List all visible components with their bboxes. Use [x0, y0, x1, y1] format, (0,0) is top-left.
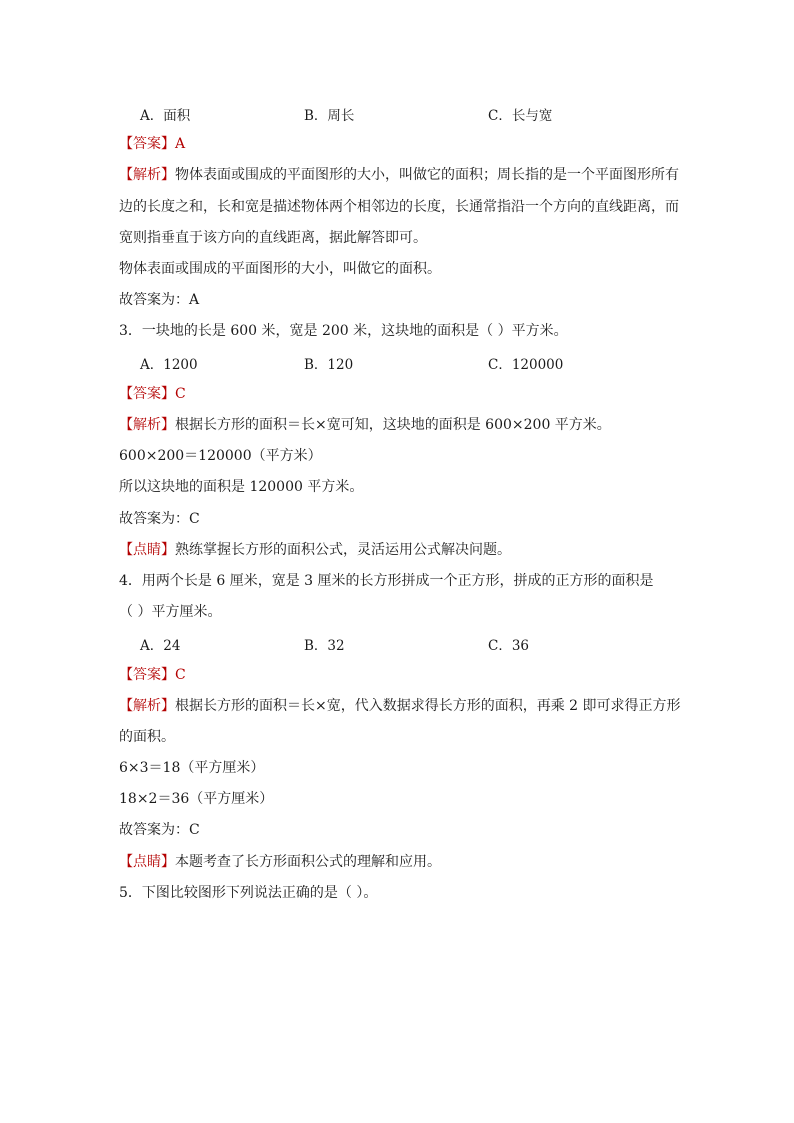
q-prev-analysis-line: 宽则指垂直于该方向的直线距离，据此解答即可。: [119, 230, 427, 246]
q3-analysis-line: [119, 416, 679, 434]
answer-tag: 【答案】: [119, 667, 175, 683]
answer-tag: 【答案】: [119, 386, 175, 402]
q-prev-answer: [119, 135, 679, 153]
option-c: C．120000: [488, 357, 564, 373]
q4-analysis-line: 6×3＝18（平方厘米）: [119, 760, 265, 776]
option-c: C．长与宽: [488, 108, 553, 124]
answer-value: A: [175, 136, 186, 152]
q3-analysis-line: 所以这块地的面积是 120000 平方米。: [119, 479, 364, 495]
option-a: A．1200: [140, 357, 198, 373]
q4-final-answer: 故答案为：C: [119, 822, 200, 838]
analysis-text: 根据长方形的面积＝长×宽，代入数据求得长方形的面积，再乘 2 即可求得正方形: [175, 698, 681, 714]
point-tag: 【点睛】: [119, 854, 175, 870]
q-prev-analysis-line: [119, 166, 679, 184]
option-b: B．32: [304, 638, 345, 654]
analysis-text: 物体表面或围成的平面图形的大小，叫做它的面积；周长指的是一个平面图形所有: [175, 167, 679, 183]
q5-stem: 5．下图比较图形下列说法正确的是（ ）。: [119, 885, 378, 901]
point-tag: 【点睛】: [119, 542, 175, 558]
q-prev-analysis-line: 边的长度之和，长和宽是描述物体两个相邻边的长度，长通常指沿一个方向的直线距离，而: [119, 199, 679, 215]
q-prev-final-answer: 故答案为：A: [119, 292, 200, 308]
analysis-tag: 【解析】: [119, 417, 175, 433]
option-b: B．120: [304, 357, 354, 373]
answer-tag: 【答案】: [119, 136, 175, 152]
option-a: A．24: [140, 638, 181, 654]
q4-analysis-line: [119, 697, 679, 715]
q4-answer: [119, 666, 679, 684]
q4-stem: （ ）平方厘米。: [119, 604, 222, 620]
q3-analysis-line: 600×200＝120000（平方米）: [119, 448, 322, 464]
q3-answer: [119, 385, 679, 403]
answer-value: C: [175, 667, 186, 683]
q3-point: [119, 541, 679, 559]
q4-analysis-line: 的面积。: [119, 729, 175, 745]
q4-analysis-line: 18×2＝36（平方厘米）: [119, 791, 274, 807]
analysis-tag: 【解析】: [119, 698, 175, 714]
q4-stem: 4．用两个长是 6 厘米，宽是 3 厘米的长方形拼成一个正方形，拼成的正方形的面积是: [119, 573, 654, 589]
analysis-tag: 【解析】: [119, 167, 175, 183]
q-prev-analysis-line: 物体表面或围成的平面图形的大小，叫做它的面积。: [119, 261, 441, 277]
q3-final-answer: 故答案为：C: [119, 511, 200, 527]
q4-point: [119, 853, 679, 871]
option-b: B．周长: [304, 108, 355, 124]
q4-options: [140, 634, 660, 652]
point-text: 熟练掌握长方形的面积公式，灵活运用公式解决问题。: [175, 542, 511, 558]
option-a: A．面积: [140, 108, 191, 124]
q3-options: [140, 353, 660, 371]
point-text: 本题考查了长方形面积公式的理解和应用。: [175, 854, 441, 870]
q3-stem: 3．一块地的长是 600 米，宽是 200 米，这块地的面积是（ ）平方米。: [119, 323, 568, 339]
q-prev-options: [140, 104, 660, 122]
analysis-text: 根据长方形的面积＝长×宽可知，这块地的面积是 600×200 平方米。: [175, 417, 611, 433]
answer-value: C: [175, 386, 186, 402]
option-c: C．36: [488, 638, 530, 654]
